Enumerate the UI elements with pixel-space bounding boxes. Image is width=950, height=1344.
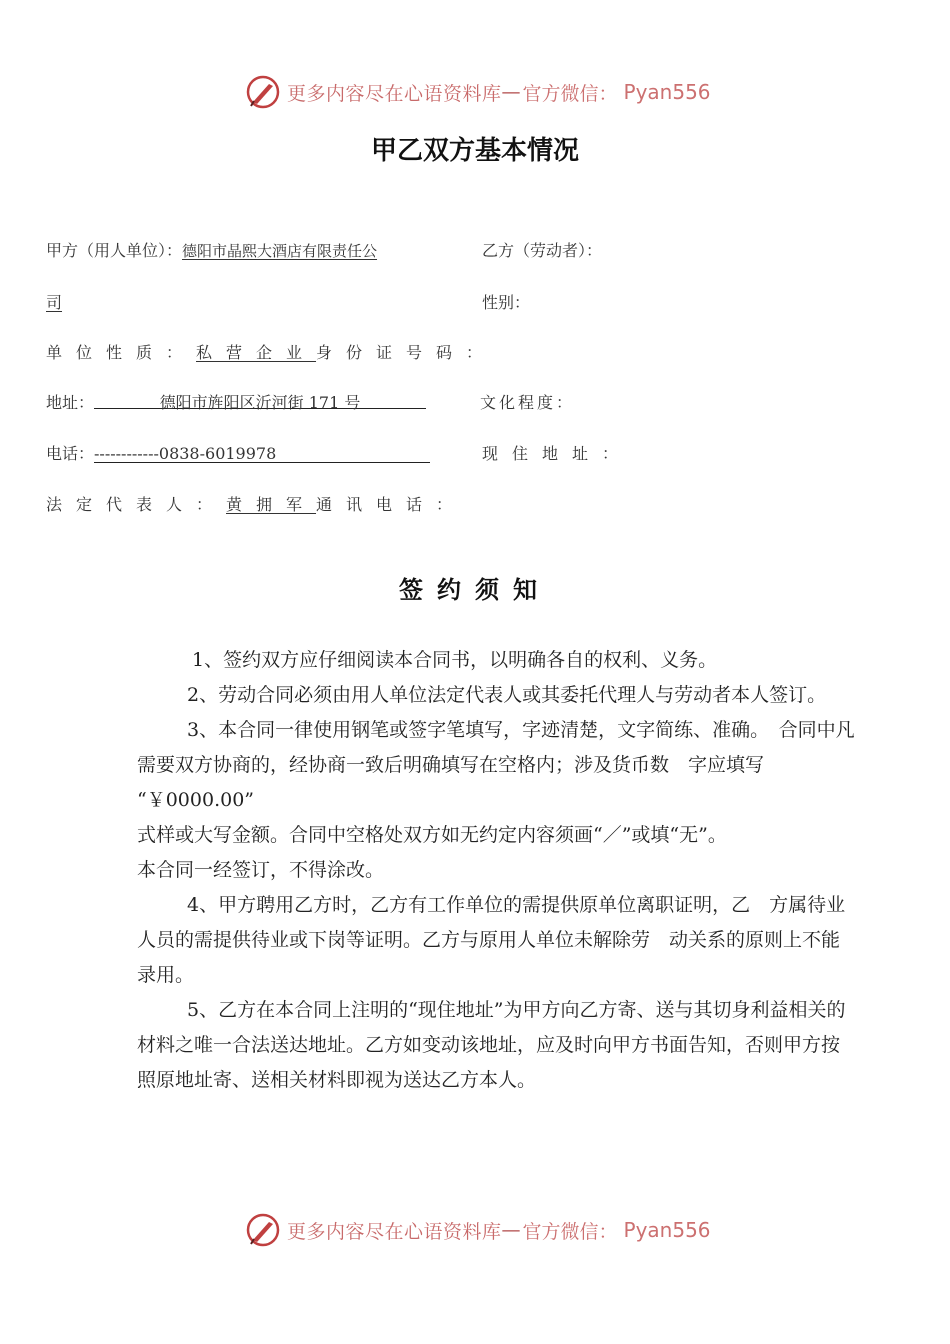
party-a-nature-row [46,340,496,363]
party-b-education-row [480,390,575,413]
party-a-name-value-cont: 司 [46,293,63,312]
notice-item-3: 3、本合同一律使用钢笔或签字笔填写，字迹清楚，文字简练、准确。 合同中凡需要双方协商的，经协商一致后明确填写在空格内；涉及货币数 字应填写 [137,719,855,776]
notice-body [137,643,857,1098]
party-a-address-label: 地址： [46,393,95,412]
notice-title: 签约须知 [399,576,551,604]
page-title: 甲乙双方基本情况 [370,136,579,166]
party-a-name-label: 甲方（用人单位）： [46,241,183,260]
notice-item-3-cont: 式样或大写金额。合同中空格处双方如无约定内容须画“／”或填“无”。 [137,824,727,846]
party-a-rep-value: 黄拥军 [226,495,317,514]
banner-wechat-label: 官方微信： [522,82,618,105]
banner-wechat-label: 官方微信： [522,1220,618,1243]
footer-banner [245,1210,765,1250]
quill-logo-icon [245,74,281,110]
party-b-address-label: 现住地址： [482,444,633,463]
party-b-gender-label: 性别： [482,293,531,312]
notice-item-1: 1、签约双方应仔细阅读本合同书，以明确各自的权利、义务。 [192,649,718,671]
party-a-address-row [46,390,426,413]
party-a-phone-label: 电话： [46,444,95,463]
party-a-rep-label: 法定代表人： [46,495,227,514]
party-b-address-row [482,441,632,464]
notice-item-3-end: 本合同一经签订，不得涂改。 [137,859,385,881]
notice-item-4: 4、甲方聘用乙方时，乙方有工作单位的需提供原单位离职证明，乙 方属待业人员的需提供待业或下岗等证明。乙方与原用人单位未解除劳 动关系的原则上不能录用。 [137,894,846,986]
party-a-nature-label: 单位性质： [46,343,197,362]
notice-item-2: 2、劳动合同必须由用人单位法定代表人或其委托代理人与劳动者本人签订。 [187,684,827,706]
party-a-name-cont-row [46,290,62,313]
banner-dash: — [501,1219,521,1241]
party-b-name-row [482,238,602,261]
notice-item-3-currency: “￥0000.00” [137,789,254,811]
banner-wechat-id: Pyan556 [623,80,711,104]
party-a-nature-value: 私营企业 [196,343,317,362]
quill-logo-icon [245,1212,281,1248]
party-a-phone-row [46,441,430,464]
party-b-phone-label: 通讯电话： [316,495,467,514]
banner-wechat-id: Pyan556 [623,1218,711,1242]
notice-item-5: 5、乙方在本合同上注明的“现住地址”为甲方向乙方寄、送与其切身利益相关的材料之唯一合法送达地址。乙方如变动该地址，应及时向甲方书面告知，否则甲方按照原地址寄、送相关材料即视为送达乙方本人。 [137,999,846,1091]
party-a-name-row [46,238,377,261]
header-banner [245,72,765,112]
banner-dash: — [501,81,521,103]
party-b-id-label: 身份证号码： [316,343,497,362]
party-a-phone-value: ------------0838-6019978 [94,444,277,463]
party-b-name-label: 乙方（劳动者）： [482,241,603,260]
banner-site-text: 更多内容尽在心语资料库 [287,1220,502,1243]
party-a-rep-row [46,492,466,515]
party-a-name-value: 德阳市晶熙大酒店有限责任公 [182,242,378,260]
banner-site-text: 更多内容尽在心语资料库 [287,82,502,105]
party-a-address-value: 德阳市旌阳区沂河街 171 号 [159,393,361,412]
party-b-education-label: 文化程度： [480,393,576,412]
party-b-gender-row [482,290,530,313]
